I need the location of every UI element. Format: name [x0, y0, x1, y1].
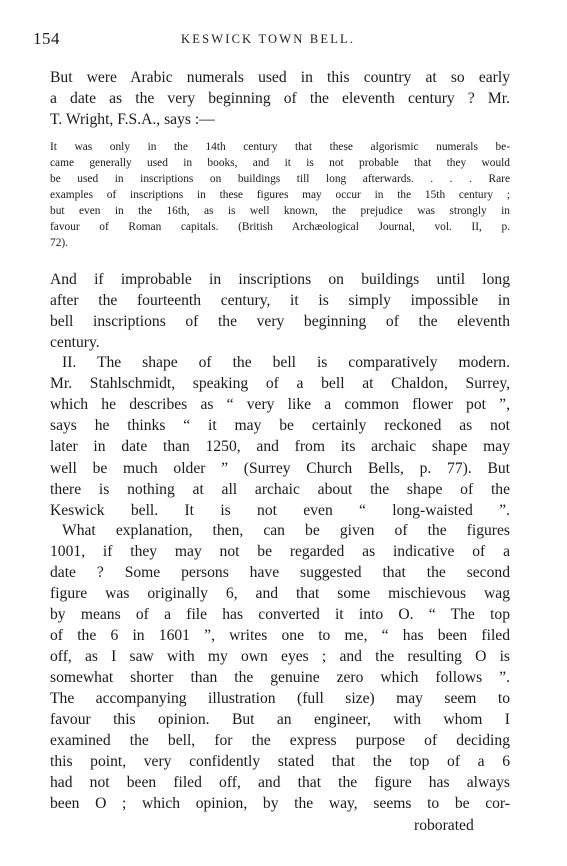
- text-line: 1001, if they may not be regarded as indicative of a: [50, 543, 510, 560]
- text-line: figure was originally 6, and that some mischievous wag: [50, 585, 510, 602]
- text-line: well be much older ” (Surrey Church Bells, p. 77). But: [50, 460, 510, 477]
- text-line: of the 6 in 1601 ”, writes one to me, “ has been filed: [50, 627, 510, 644]
- text-line: II. The shape of the bell is comparatively modern.: [62, 354, 510, 371]
- catchword: roborated: [414, 817, 474, 834]
- text-line: century.: [50, 334, 100, 351]
- quote-line: It was only in the 14th century that these algorismic numerals be-: [50, 141, 510, 153]
- running-title: KESWICK TOWN BELL.: [181, 32, 356, 46]
- text-line: examined the bell, for the express purpose of deciding: [50, 732, 510, 749]
- text-line: somewhat shorter than the genuine zero which follows ”.: [50, 669, 510, 686]
- quote-line: be used in inscriptions on buildings till long afterwards. . . . Rare: [50, 173, 510, 185]
- text-line: Mr. Stahlschmidt, speaking of a bell at Chaldon, Surrey,: [50, 375, 510, 392]
- text-line: this point, very confidently stated that the top of a 6: [50, 753, 510, 770]
- text-line: favour this opinion. But an engineer, with whom I: [50, 711, 510, 728]
- quote-line: examples of inscriptions in these figures may occur in the 15th century ;: [50, 189, 510, 201]
- text-line: But were Arabic numerals used in this country at so early: [50, 69, 510, 86]
- text-line: there is nothing at all archaic about the shape of the: [50, 481, 510, 498]
- text-line: Keswick bell. It is not even “ long-waisted ”.: [50, 502, 510, 519]
- quote-line: but even in the 16th, as is well known, the prejudice was strongly in: [50, 205, 510, 217]
- text-line: which he describes as “ very like a common flower pot ”,: [50, 396, 510, 413]
- text-line: later in date than 1250, and from its archaic shape may: [50, 438, 510, 455]
- quote-line: favour of Roman capitals. (British Archæological Journal, vol. II, p.: [50, 221, 510, 233]
- page-number: 154: [33, 29, 60, 48]
- text-line: date ? Some persons have suggested that the second: [50, 564, 510, 581]
- text-line: says he thinks “ it may be certainly reckoned as not: [50, 417, 510, 434]
- text-line: off, as I saw with my own eyes ; and the resulting O is: [50, 648, 510, 665]
- text-line: And if improbable in inscriptions on buildings until long: [50, 271, 510, 288]
- text-line: been O ; which opinion, by the way, seems to be cor-: [50, 795, 510, 812]
- quote-line: came generally used in books, and it is not probable that they would: [50, 157, 510, 169]
- text-line: by means of a file has converted it into O. “ The top: [50, 606, 510, 623]
- text-line: bell inscriptions of the very beginning of the eleventh: [50, 313, 510, 330]
- page-header: [33, 29, 543, 49]
- text-line: after the fourteenth century, it is simply impossible in: [50, 292, 510, 309]
- text-line: T. Wright, F.S.A., says :—: [50, 111, 215, 128]
- text-line: had not been filed off, and that the figure has always: [50, 774, 510, 791]
- text-line: The accompanying illustration (full size) may seem to: [50, 690, 510, 707]
- quote-line: 72).: [50, 237, 69, 249]
- text-line: What explanation, then, can be given of the figures: [62, 522, 510, 539]
- text-line: a date as the very beginning of the eleventh century ? Mr.: [50, 90, 510, 107]
